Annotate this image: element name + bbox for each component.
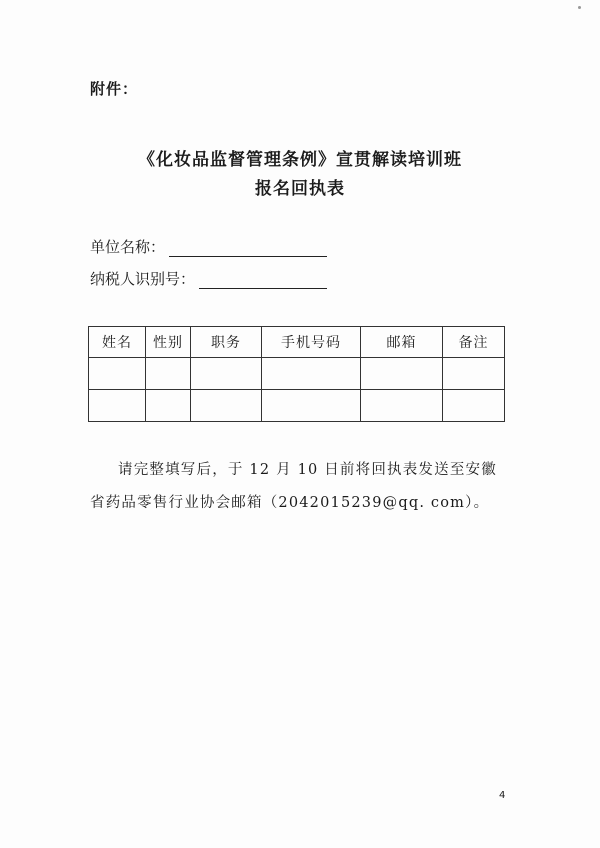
table-header-row (89, 327, 505, 358)
taxpayer-id-field (90, 268, 327, 289)
unit-name-field (90, 236, 327, 257)
table-cell[interactable] (191, 390, 262, 422)
unit-name-blank[interactable] (169, 240, 327, 257)
header-remarks: 备注 (443, 327, 505, 358)
instruction-line-2: 省药品零售行业协会邮箱（2042015239@qq. com）。 (90, 495, 490, 511)
table-cell[interactable] (361, 358, 443, 390)
table-cell[interactable] (443, 390, 505, 422)
header-name: 姓名 (89, 327, 146, 358)
table-cell[interactable] (191, 358, 262, 390)
table-cell[interactable] (146, 390, 191, 422)
attachment-label: 附件： (90, 80, 139, 98)
table-row (89, 358, 505, 390)
document-title: 《化妆品监督管理条例》宣贯解读培训班 (138, 150, 462, 170)
table-cell[interactable] (89, 390, 146, 422)
table-cell[interactable] (146, 358, 191, 390)
page-number: 4 (499, 790, 506, 801)
header-phone: 手机号码 (262, 327, 361, 358)
taxpayer-id-blank[interactable] (199, 272, 327, 289)
table-cell[interactable] (262, 358, 361, 390)
table-cell[interactable] (89, 358, 146, 390)
header-gender: 性别 (146, 327, 191, 358)
table-row (89, 390, 505, 422)
table-cell[interactable] (361, 390, 443, 422)
taxpayer-id-label: 纳税人识别号： (90, 270, 196, 288)
header-position: 职务 (191, 327, 262, 358)
document-subtitle: 报名回执表 (255, 179, 345, 199)
instruction-line-1: 请完整填写后，于 12 月 10 日前将回执表发送至安徽 (118, 462, 497, 478)
registration-table (88, 326, 505, 422)
scan-speck (578, 6, 581, 9)
table-cell[interactable] (262, 390, 361, 422)
header-email: 邮箱 (361, 327, 443, 358)
table-cell[interactable] (443, 358, 505, 390)
unit-name-label: 单位名称： (90, 238, 166, 256)
